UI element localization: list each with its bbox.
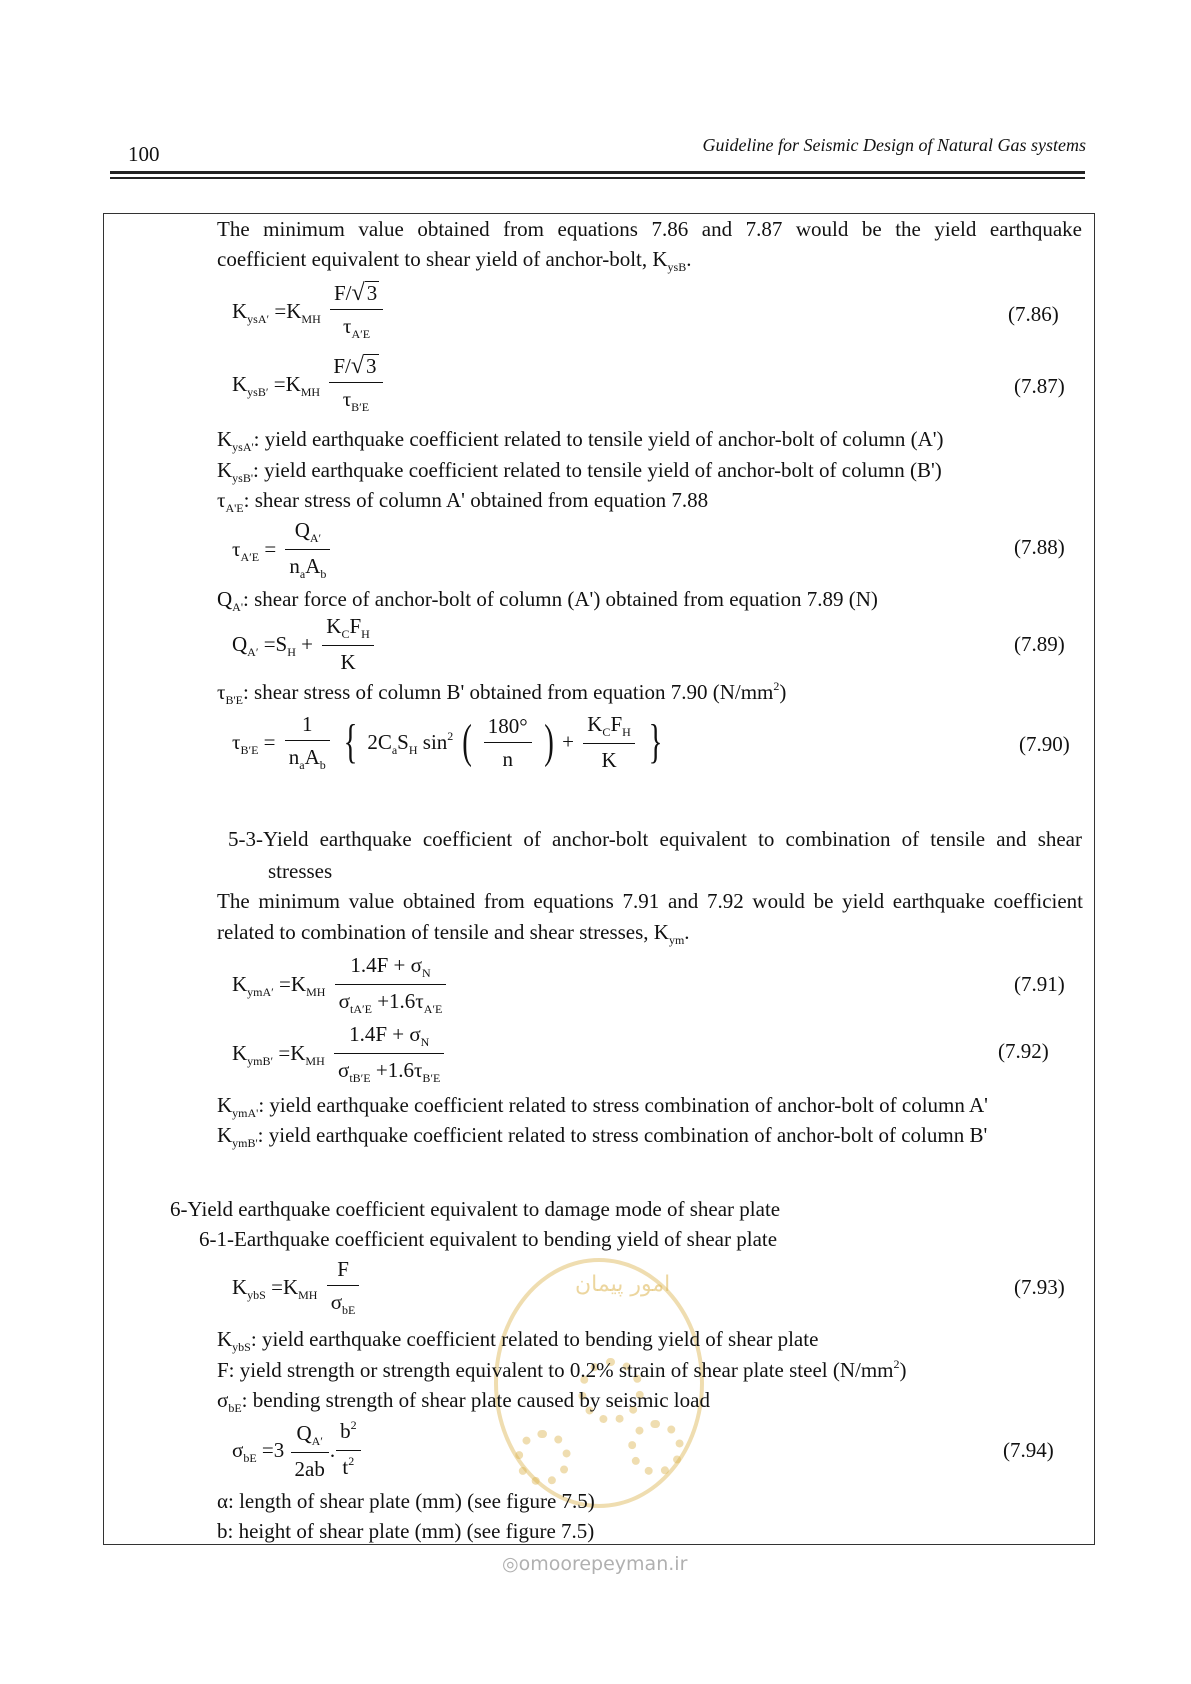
definition-kysb: $K_{ysB'}$: yield earthquake coefficient related to tensile yield of anchor-bolt of column (B') bbox=[217, 458, 942, 485]
fraction: $\frac{Q_{A'}}{n_aA_b}$ bbox=[285, 517, 330, 582]
equation-7-94: $\sigma_{bE} =3$ $\frac{Q_{A'}}{2ab}$ . $\frac{b^2}{t^2}$ bbox=[232, 1418, 362, 1483]
section-5-3-paragraph-line1: The minimum value obtained from equations 7.91 and 7.92 would be yield earthquake coefficient bbox=[217, 889, 1083, 913]
watermark-gear bbox=[515, 1430, 571, 1486]
fraction: $\frac{K_CF_H}{K}$ bbox=[322, 613, 374, 675]
definition-tau-ae: $\tau_{A'E}$: shear stress of column A' obtained from equation 7.88 bbox=[217, 488, 709, 515]
definition-alpha: α: length of shear plate (mm) (see figure 7.5) bbox=[217, 1489, 595, 1513]
running-header: Guideline for Seismic Design of Natural Gas systems bbox=[702, 135, 1086, 155]
definition-qa: $Q_{A'}$: shear force of anchor-bolt of column (A') obtained from equation 7.89 (N) bbox=[217, 587, 878, 614]
equation-7-89: $Q_{A'} =S_H$ + $\frac{K_CF_H}{K}$ bbox=[232, 613, 378, 675]
fraction: $\frac{1}{n_aA_b}$ bbox=[285, 711, 330, 773]
definition-b: b: height of shear plate (mm) (see figure 7.5) bbox=[217, 1519, 595, 1543]
equation-number: (7.88) bbox=[1014, 535, 1065, 559]
definition-tau-be: $\tau_{B'E}$: shear stress of column B' obtained from equation 7.90 $(N/mm^2)$ bbox=[217, 679, 787, 707]
section-6-1-subheading: 6-1-Earthquake coefficient equivalent to bending yield of shear plate bbox=[199, 1227, 778, 1251]
fraction: $\frac{180^\circ}{n}$ bbox=[484, 713, 532, 772]
equation-number: (7.91) bbox=[1014, 972, 1065, 996]
section-5-3-title-line1: 5-3-Yield earthquake coefficient of anchor-bolt equivalent to combination of tensile and shear bbox=[228, 827, 1082, 851]
watermark-gear bbox=[628, 1420, 684, 1476]
equation-7-91: $K_{ymA'} =K_{MH}$ $\frac{1.4F + \sigma_N}{\sigma_{tA'E} +1.6\tau_{A'E}}$ bbox=[232, 952, 450, 1017]
intro-paragraph-line2: coefficient equivalent to shear yield of anchor-bolt, $K_{ysB}$. bbox=[217, 247, 692, 274]
equation-7-88: $\tau_{A'E}$ = $\frac{Q_{A'}}{n_aA_b}$ bbox=[232, 517, 334, 582]
definition-kymb: $K_{ymB'}$: yield earthquake coefficient related to stress combination of anchor-bolt of column B' bbox=[217, 1123, 988, 1150]
fraction: $\frac{b^2}{t^2}$ bbox=[336, 1418, 361, 1483]
equation-7-86: $K_{ysA'} =K_{MH}$ $\frac{F/√3}{\tau_{A'E}}$ bbox=[232, 280, 387, 342]
definition-kyma: $K_{ymA'}$: yield earthquake coefficient related to stress combination of anchor-bolt of column A' bbox=[217, 1093, 988, 1120]
equation-number: (7.94) bbox=[1003, 1438, 1054, 1462]
fraction: $\frac{F}{\sigma_{bE}}$ bbox=[327, 1256, 360, 1318]
globe-icon: ◎ bbox=[502, 1553, 519, 1575]
watermark-url: ◎omoorepeyman.ir bbox=[502, 1553, 688, 1575]
section-5-3-title-line2: stresses bbox=[268, 859, 333, 883]
header-rule-thin bbox=[110, 177, 1085, 179]
section-6-heading: 6-Yield earthquake coefficient equivalent to damage mode of shear plate bbox=[170, 1197, 781, 1221]
equation-number: (7.89) bbox=[1014, 632, 1065, 656]
equation-number: (7.87) bbox=[1014, 374, 1065, 398]
fraction: $\frac{K_CF_H}{K}$ bbox=[583, 711, 635, 773]
definition-kysa: $K_{ysA'}$: yield earthquake coefficient related to tensile yield of anchor-bolt of column (A') bbox=[217, 427, 944, 454]
equation-number: (7.86) bbox=[1008, 302, 1059, 326]
fraction: $\frac{Q_{A'}}{2ab}$ bbox=[291, 1420, 329, 1482]
equation-7-90: $\tau_{B'E}$ = $\frac{1}{n_aA_b}$ { $2C_aS_H$ $\sin^2$ ( $\frac{180^\circ}{n}$ ) + $\frac{K_CF_H}{K}$ } bbox=[232, 712, 663, 772]
equation-number: (7.92) bbox=[998, 1039, 1049, 1063]
fraction: $\frac{F/√3}{\tau_{B'E}}$ bbox=[329, 353, 382, 415]
equation-number: (7.90) bbox=[1019, 732, 1070, 756]
definition-sigma-be: $\sigma_{bE}$: bending strength of shear plate caused by seismic load bbox=[217, 1388, 710, 1415]
equation-7-87: $K_{ysB'} =K_{MH}$ $\frac{F/√3}{\tau_{B'E}}$ bbox=[232, 353, 387, 415]
fraction: $\frac{1.4F + \sigma_N}{\sigma_{tB'E} +1.6\tau_{B'E}}$ bbox=[334, 1021, 444, 1086]
equation-7-92: $K_{ymB'} =K_{MH}$ $\frac{1.4F + \sigma_N}{\sigma_{tB'E} +1.6\tau_{B'E}}$ bbox=[232, 1021, 448, 1086]
equation-7-93: $K_{ybS} =K_{MH}$ $\frac{F}{\sigma_{bE}}$ bbox=[232, 1256, 363, 1318]
section-5-3-paragraph-line2: related to combination of tensile and shear stresses, $K_{ym}$. bbox=[217, 920, 690, 947]
page-number: 100 bbox=[128, 142, 160, 166]
definition-kybs: $K_{ybS}$: yield earthquake coefficient related to bending yield of shear plate bbox=[217, 1327, 819, 1354]
fraction: $\frac{F/√3}{\tau_{A'E}}$ bbox=[330, 280, 383, 342]
equation-number: (7.93) bbox=[1014, 1275, 1065, 1299]
header-rule-thick bbox=[110, 171, 1085, 174]
watermark-seal-text: امور پیمان bbox=[575, 1272, 671, 1297]
definition-f: F: yield strength or strength equivalent to 0.2% strain of shear plate steel $(N/mm^2)$ bbox=[217, 1357, 907, 1382]
intro-paragraph-line1: The minimum value obtained from equations 7.86 and 7.87 would be the yield earthquake bbox=[217, 217, 1082, 241]
fraction: $\frac{1.4F + \sigma_N}{\sigma_{tA'E} +1.6\tau_{A'E}}$ bbox=[335, 952, 447, 1017]
